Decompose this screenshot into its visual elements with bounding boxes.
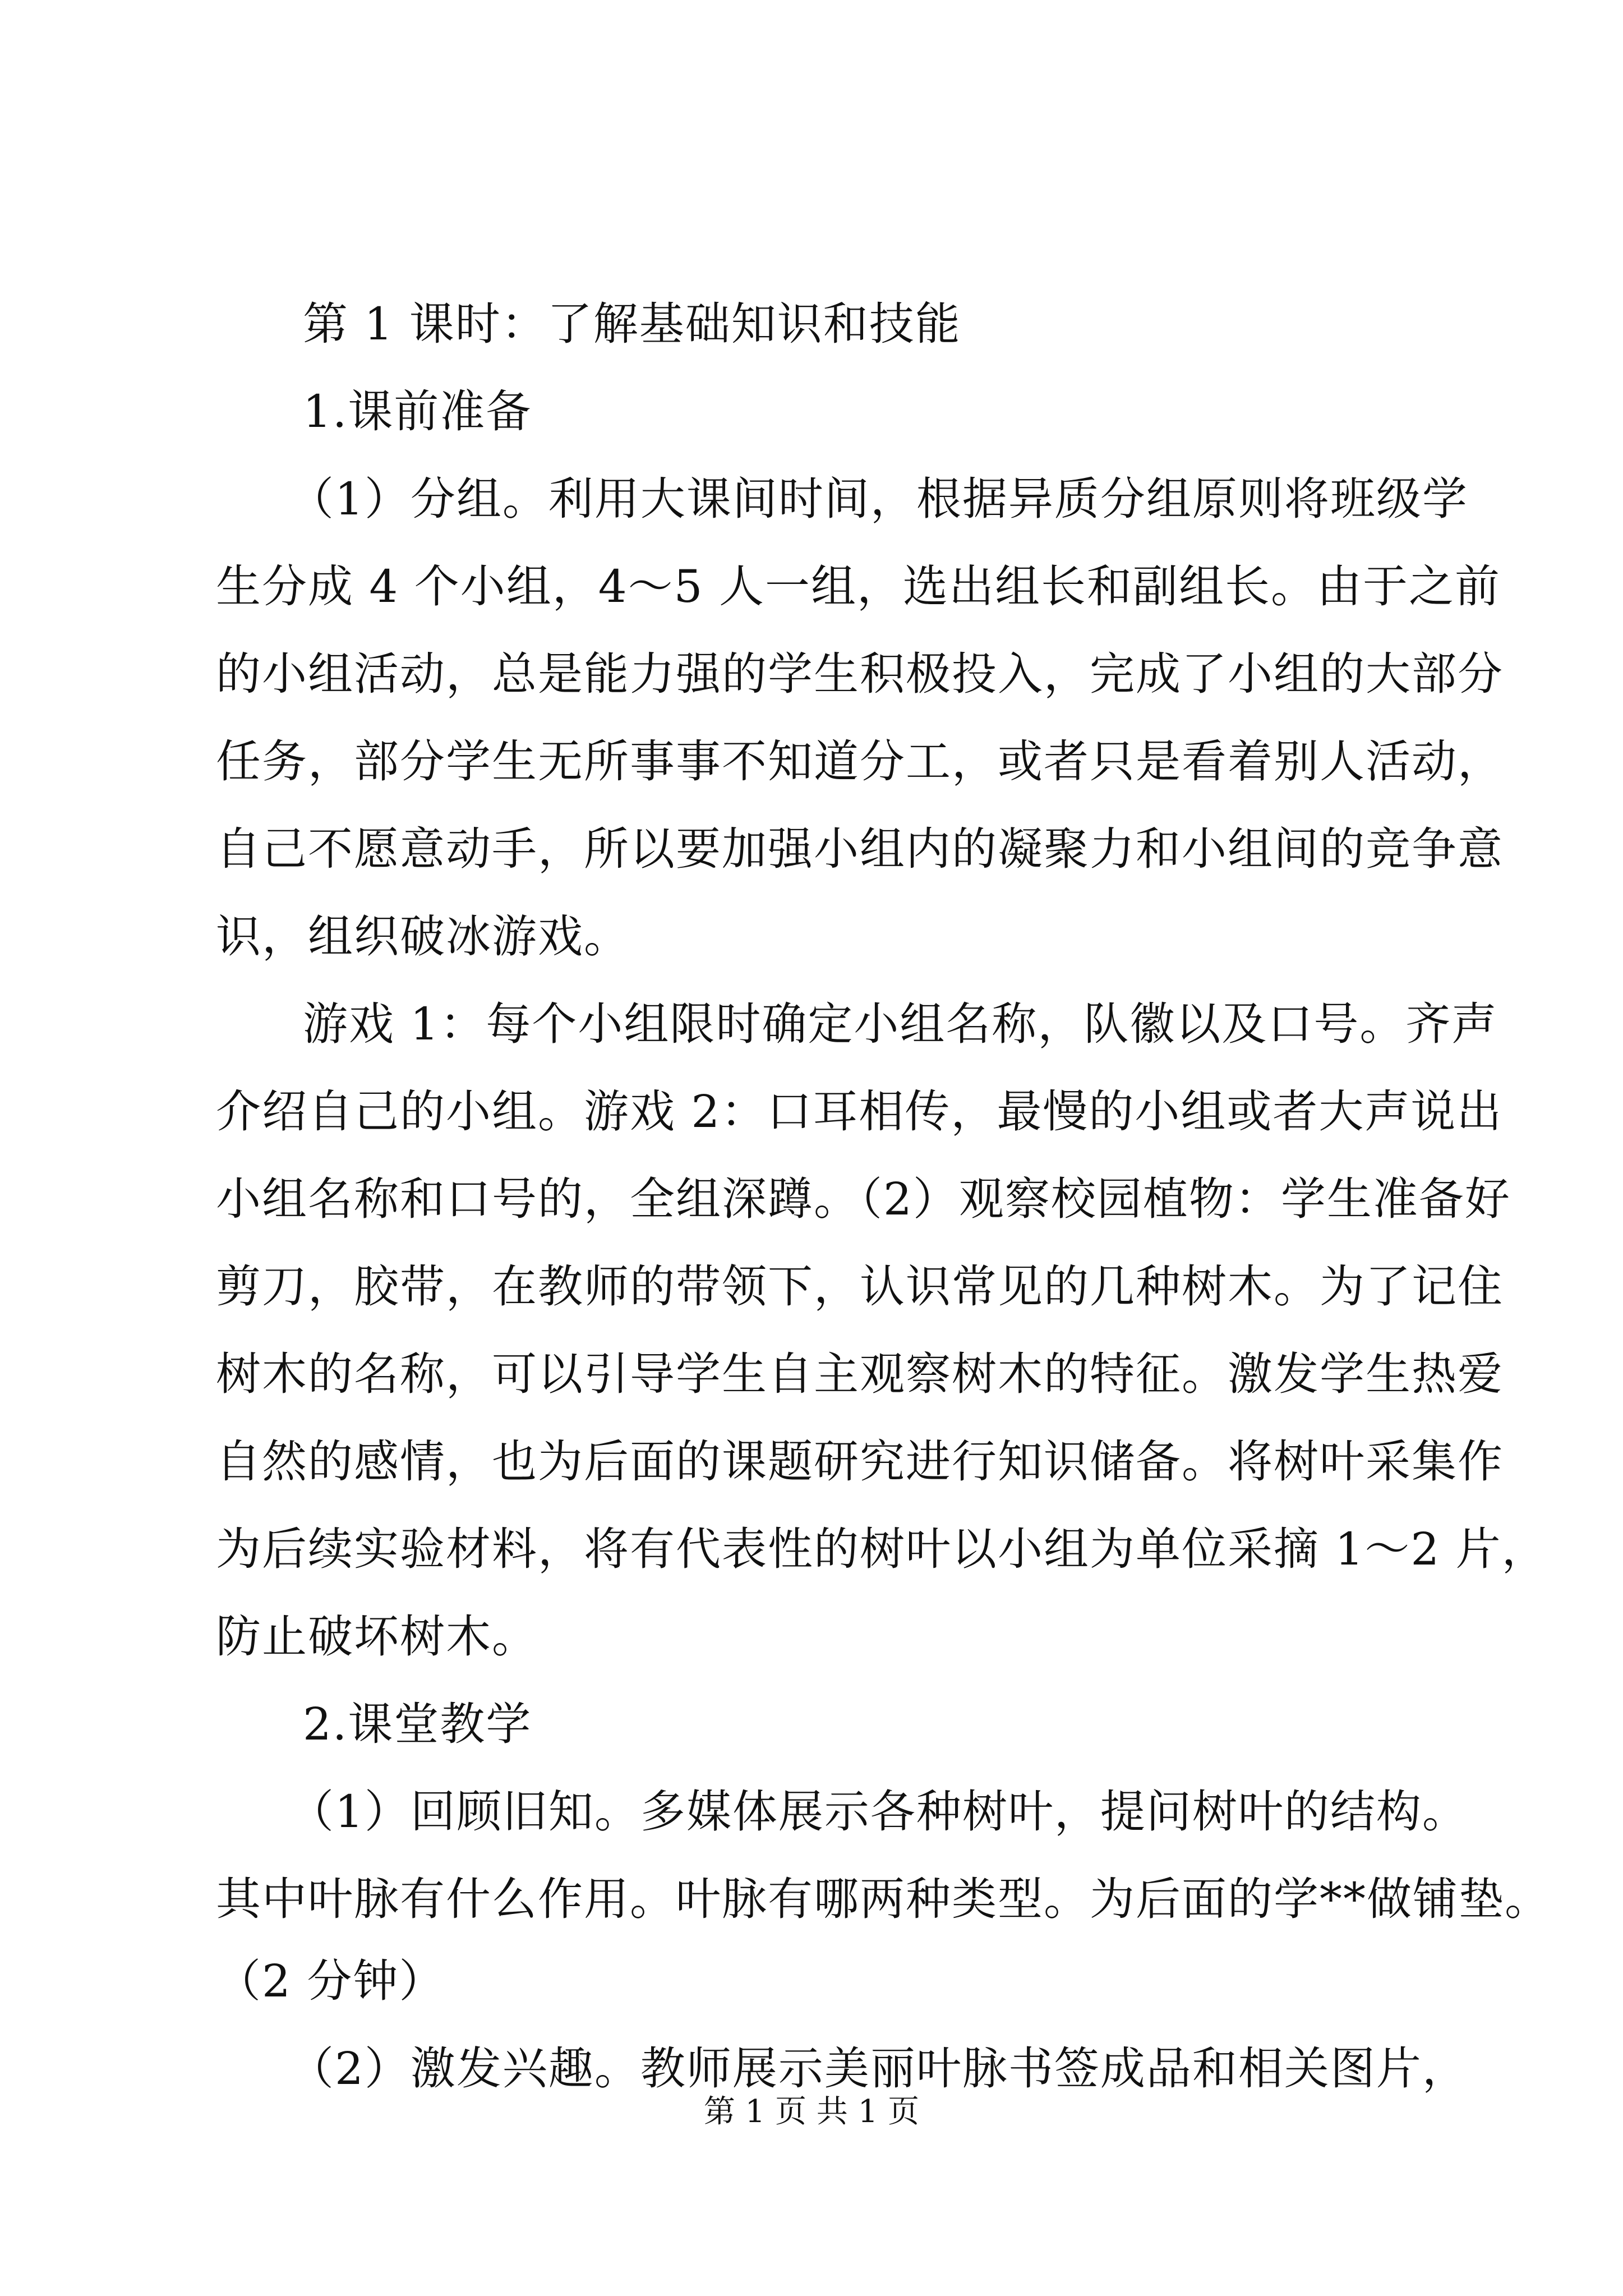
paragraph-interest-line-1: （2）激发兴趣。教师展示美丽叶脉书签成品和相关图片， [289, 2042, 1468, 2095]
section-heading-classroom: 2.课堂教学 [303, 1698, 532, 1750]
paragraph-review-line-2: 其中叶脉有什么作用。叶脉有哪两种类型。为后面的学**做铺垫。 [216, 1873, 1551, 1925]
section-heading-preparation: 1.课前准备 [303, 385, 532, 438]
paragraph-games-line-4: 剪刀，胶带，在教师的带领下，认识常见的几种树木。为了记住 [216, 1260, 1504, 1313]
paragraph-games-line-8: 防止破坏树木。 [216, 1611, 538, 1663]
paragraph-games-line-6: 自然的感情，也为后面的课题研究进行知识储备。将树叶采集作 [216, 1435, 1504, 1488]
paragraph-games-line-1: 游戏 1：每个小组限时确定小组名称，队徽以及口号。齐声 [303, 998, 1498, 1050]
paragraph-review-line-3: （2 分钟） [216, 1955, 445, 2007]
paragraph-grouping-line-6: 识，组织破冰游戏。 [216, 910, 630, 963]
paragraph-grouping-line-3: 的小组活动，总是能力强的学生积极投入，完成了小组的大部分 [216, 648, 1504, 700]
paragraph-games-line-3: 小组名称和口号的，全组深蹲。（2）观察校园植物：学生准备好 [216, 1173, 1511, 1225]
page-footer: 第 1 页 共 1 页 [703, 2093, 920, 2130]
paragraph-games-line-5: 树木的名称，可以引导学生自主观察树木的特征。激发学生热爱 [216, 1348, 1504, 1400]
paragraph-review-line-1: （1）回顾旧知。多媒体展示各种树叶，提问树叶的结构。 [289, 1786, 1468, 1838]
paragraph-games-line-2: 介绍自己的小组。游戏 2：口耳相传，最慢的小组或者大声说出 [216, 1085, 1503, 1138]
paragraph-grouping-line-5: 自己不愿意动手，所以要加强小组内的凝聚力和小组间的竞争意 [216, 823, 1504, 875]
paragraph-grouping-line-1: （1）分组。利用大课间时间，根据异质分组原则将班级学 [289, 473, 1468, 525]
paragraph-grouping-line-2: 生分成 4 个小组，4～5 人一组，选出组长和副组长。由于之前 [216, 560, 1501, 613]
document-body [216, 297, 1551, 2096]
paragraph-grouping-line-4: 任务，部分学生无所事事不知道分工，或者只是看着别人活动， [216, 735, 1504, 788]
lesson-title: 第 1 课时：了解基础知识和技能 [303, 298, 961, 350]
paragraph-games-line-7: 为后续实验材料，将有代表性的树叶以小组为单位采摘 1～2 片， [216, 1523, 1548, 1575]
